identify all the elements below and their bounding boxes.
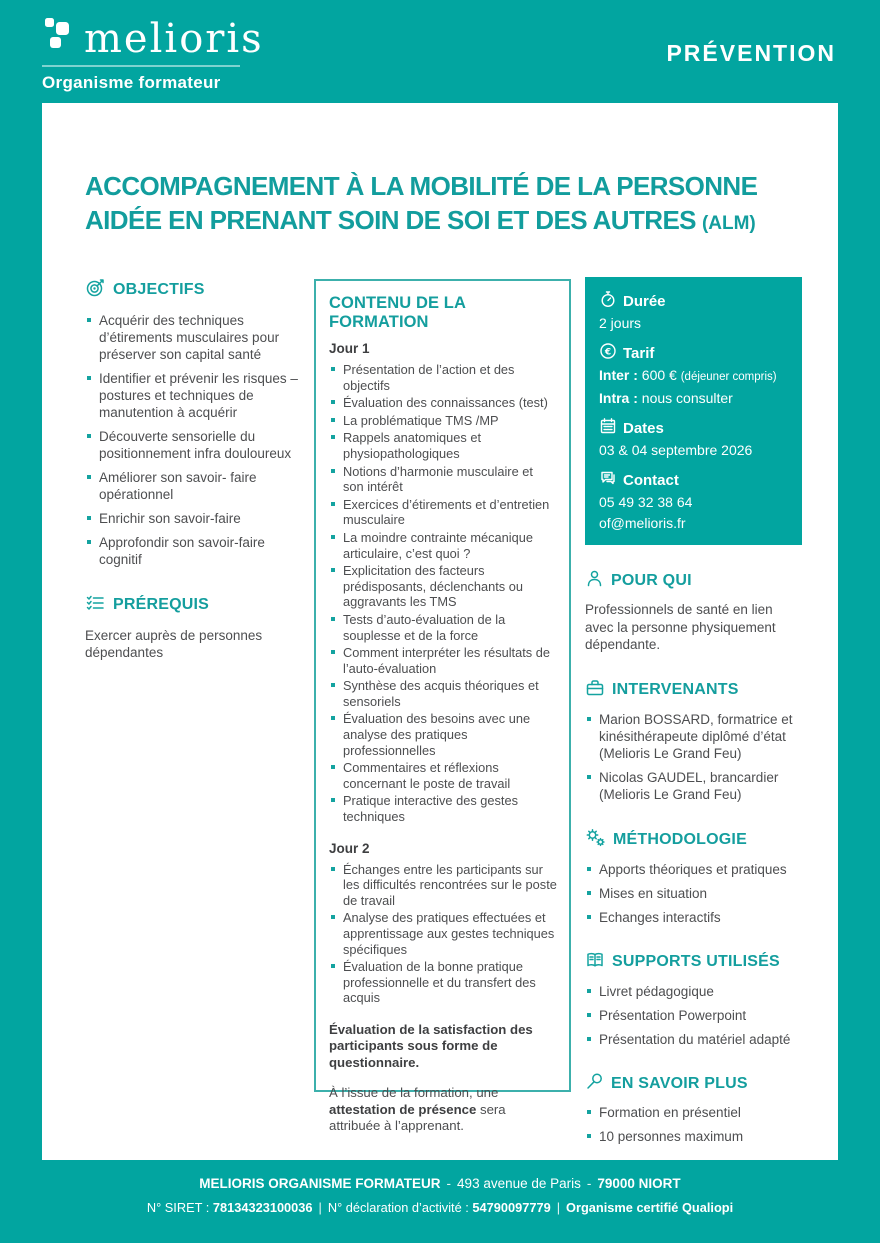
bullet-icon bbox=[331, 400, 335, 404]
contact-label: Contact bbox=[623, 471, 679, 489]
duree-label: Durée bbox=[623, 292, 666, 310]
methodologie-title: MÉTHODOLOGIE bbox=[613, 830, 747, 848]
list-item: Apports théoriques et pratiques bbox=[585, 861, 802, 878]
footer-org-name: MELIORIS ORGANISME FORMATEUR bbox=[199, 1176, 441, 1191]
chat-icon bbox=[599, 469, 617, 491]
intervenants-section bbox=[585, 678, 802, 803]
supports-title: SUPPORTS UTILISÉS bbox=[612, 953, 780, 970]
list-item: Echanges interactifs bbox=[585, 909, 802, 926]
bullet-icon bbox=[331, 568, 335, 572]
bullet-icon bbox=[87, 434, 91, 438]
bullet-icon bbox=[87, 540, 91, 544]
contenu-title: CONTENU DE LA FORMATION bbox=[329, 294, 466, 331]
list-item: Pratique interactive des gestes techniques bbox=[329, 793, 557, 824]
footer-pipe1: | bbox=[318, 1200, 322, 1215]
attestation-note-post: sera attribuée à l’apprenant. bbox=[329, 1101, 506, 1134]
bullet-icon bbox=[587, 1037, 591, 1041]
left-column bbox=[85, 277, 307, 661]
footer-declaration-label: N° déclaration d’activité : bbox=[327, 1200, 469, 1215]
intervenants-title: INTERVENANTS bbox=[612, 681, 739, 698]
tarif-inter bbox=[599, 366, 788, 387]
pour-qui-section bbox=[585, 569, 802, 654]
pour-qui-text: Professionnels de santé en lien avec la personne physiquement dépendante. bbox=[585, 602, 776, 652]
list-item: Enrichir son savoir-faire bbox=[85, 510, 307, 527]
page-title-line2: AIDÉE EN PRENANT SOIN DE SOI ET DES AUTRES bbox=[85, 204, 696, 235]
bullet-icon bbox=[587, 717, 591, 721]
stopwatch-icon bbox=[599, 290, 617, 312]
bullet-icon bbox=[587, 915, 591, 919]
list-item: Comment interpréter les résultats de l’auto-évaluation bbox=[329, 645, 557, 676]
page-title-suffix: (ALM) bbox=[701, 212, 756, 234]
bullet-icon bbox=[331, 716, 335, 720]
bullet-icon bbox=[331, 964, 335, 968]
list-item: Mises en situation bbox=[585, 885, 802, 902]
footer-sep1: - bbox=[446, 1176, 452, 1191]
checklist-icon bbox=[85, 592, 106, 618]
list-item: Évaluation des besoins avec une analyse des pratiques professionnelles bbox=[329, 711, 557, 758]
prerequis-text: Exercer auprès de personnes dépendantes bbox=[85, 628, 263, 660]
methodologie-header bbox=[585, 827, 802, 853]
right-column bbox=[585, 277, 802, 1152]
duree-value: 2 jours bbox=[599, 315, 642, 331]
list-item: 10 personnes maximum bbox=[585, 1128, 802, 1145]
dates-value: 03 & 04 septembre 2026 bbox=[599, 442, 753, 458]
list-item: Analyse des pratiques effectuées et apprentissage aux gestes techniques spécifiques bbox=[329, 910, 557, 957]
contenu-box bbox=[314, 279, 571, 1134]
tarif-inter-label: Inter : bbox=[599, 367, 638, 383]
bullet-icon bbox=[87, 376, 91, 380]
pour-qui-header bbox=[585, 569, 802, 593]
bullet-icon bbox=[331, 418, 335, 422]
person-icon bbox=[585, 569, 604, 593]
bullet-icon bbox=[87, 475, 91, 479]
objectifs-title: OBJECTIFS bbox=[113, 281, 205, 298]
list-item: Échanges entre les participants sur les difficultés rencontrées sur le poste de travail bbox=[329, 862, 557, 909]
bullet-icon bbox=[331, 469, 335, 473]
duree-row bbox=[599, 290, 788, 333]
list-item: Livret pédagogique bbox=[585, 983, 802, 1000]
footer-sep2: - bbox=[586, 1176, 592, 1191]
dates-row bbox=[599, 417, 788, 460]
logo bbox=[42, 14, 264, 93]
info-box bbox=[585, 277, 802, 545]
intervenants-list bbox=[585, 711, 802, 803]
target-icon bbox=[85, 277, 106, 303]
jour2-list bbox=[329, 862, 557, 1006]
magnifier-icon bbox=[585, 1072, 604, 1096]
list-item: Présentation de l’action et des objectifs bbox=[329, 362, 557, 393]
pour-qui-title: POUR QUI bbox=[611, 572, 692, 589]
tarif-inter-note: (déjeuner compris) bbox=[680, 371, 777, 383]
bullet-icon bbox=[331, 617, 335, 621]
bullet-icon bbox=[331, 535, 335, 539]
list-item: Tests d’auto-évaluation de la souplesse et de la force bbox=[329, 612, 557, 643]
header-band bbox=[0, 0, 880, 103]
bullet-icon bbox=[331, 683, 335, 687]
prerequis-title: PRÉREQUIS bbox=[113, 596, 210, 613]
list-item: Identifier et prévenir les risques – postures et techniques de manutention à acquérir bbox=[85, 370, 307, 421]
open-book-icon bbox=[585, 950, 605, 975]
jour1-list bbox=[329, 362, 557, 825]
list-item: Présentation du matériel adapté bbox=[585, 1031, 802, 1048]
supports-header bbox=[585, 950, 802, 975]
logo-wordmark: melioris bbox=[84, 16, 264, 62]
contact-email[interactable]: of@melioris.fr bbox=[599, 515, 686, 531]
bullet-icon bbox=[331, 798, 335, 802]
list-item: Acquérir des techniques d’étirements musculaires pour préserver son capital santé bbox=[85, 312, 307, 363]
attestation-note bbox=[329, 1085, 557, 1135]
footer-address-line bbox=[0, 1176, 880, 1191]
bullet-icon bbox=[87, 516, 91, 520]
footer-street: 493 avenue de Paris bbox=[457, 1176, 581, 1191]
list-item: La moindre contrainte mécanique articulaire, c’est quoi ? bbox=[329, 530, 557, 561]
tarif-inter-value: 600 € bbox=[637, 367, 681, 383]
footer-city: 79000 NIORT bbox=[597, 1176, 681, 1191]
bullet-icon bbox=[331, 367, 335, 371]
savoir-plus-header bbox=[585, 1072, 802, 1096]
savoir-plus-title: EN SAVOIR PLUS bbox=[611, 1074, 748, 1092]
list-item: Rappels anatomiques et physiopathologiques bbox=[329, 430, 557, 461]
footer bbox=[0, 1160, 880, 1243]
bullet-icon bbox=[331, 502, 335, 506]
bullet-icon bbox=[331, 867, 335, 871]
category-label: PRÉVENTION bbox=[666, 40, 836, 66]
bullet-icon bbox=[87, 318, 91, 322]
list-item: Exercices d’étirements et d’entretien musculaire bbox=[329, 497, 557, 528]
page-title-line1: ACCOMPAGNEMENT À LA MOBILITÉ DE LA PERSONNE bbox=[85, 171, 758, 201]
tarif-row bbox=[599, 342, 788, 408]
bullet-icon bbox=[331, 435, 335, 439]
list-item: Commentaires et réflexions concernant le poste de travail bbox=[329, 760, 557, 791]
list-item: Améliorer son savoir- faire opérationnel bbox=[85, 469, 307, 503]
attestation-note-pre: À l’issue de la formation, une bbox=[329, 1085, 499, 1101]
footer-siret-value: 78134323100036 bbox=[212, 1200, 313, 1215]
footer-siret-label: N° SIRET : bbox=[146, 1200, 210, 1215]
tarif-intra-value: nous consulter bbox=[637, 390, 733, 406]
footer-qualiopi: Organisme certifié Qualiopi bbox=[566, 1200, 734, 1215]
euro-icon bbox=[599, 342, 617, 364]
svg-text:€: € bbox=[604, 347, 612, 358]
tarif-label: Tarif bbox=[623, 344, 655, 362]
tarif-intra bbox=[599, 389, 788, 408]
methodologie-section bbox=[585, 827, 802, 926]
objectifs-list bbox=[85, 312, 307, 568]
list-item: Synthèse des acquis théoriques et sensoriels bbox=[329, 678, 557, 709]
logo-rule bbox=[42, 65, 240, 67]
list-item: La problématique TMS /MP bbox=[329, 413, 557, 429]
bullet-icon bbox=[331, 915, 335, 919]
bullet-icon bbox=[587, 1013, 591, 1017]
dates-label: Dates bbox=[623, 419, 664, 437]
prerequis-header bbox=[85, 592, 307, 618]
page-title bbox=[85, 170, 815, 238]
list-item: Découverte sensorielle du positionnement infra douloureux bbox=[85, 428, 307, 462]
list-item: Formation en présentiel bbox=[585, 1104, 802, 1121]
attestation-note-bold: attestation de présence bbox=[329, 1101, 477, 1117]
list-item: Explicitation des facteurs prédisposants, déclenchants ou aggravants les TMS bbox=[329, 563, 557, 610]
bullet-icon bbox=[331, 765, 335, 769]
list-item: Approfondir son savoir-faire cognitif bbox=[85, 534, 307, 568]
calendar-icon bbox=[599, 417, 617, 439]
bullet-icon bbox=[587, 1110, 591, 1114]
list-item: Évaluation des connaissances (test) bbox=[329, 395, 557, 411]
bullet-icon bbox=[587, 867, 591, 871]
list-item: Notions d’harmonie musculaire et son intérêt bbox=[329, 464, 557, 495]
briefcase-icon bbox=[585, 678, 605, 703]
gears-icon bbox=[585, 827, 606, 853]
footer-legal-line bbox=[0, 1200, 880, 1215]
contact-row bbox=[599, 469, 788, 533]
list-item: Évaluation de la bonne pratique professionnelle et du transfert des acquis bbox=[329, 959, 557, 1006]
footer-declaration-value: 54790097779 bbox=[472, 1200, 551, 1215]
bullet-icon bbox=[587, 775, 591, 779]
bullet-icon bbox=[587, 891, 591, 895]
tarif-intra-label: Intra : bbox=[599, 390, 638, 406]
methodologie-list bbox=[585, 861, 802, 926]
list-item: Nicolas GAUDEL, brancardier (Melioris Le Grand Feu) bbox=[585, 769, 802, 803]
list-item: Marion BOSSARD, formatrice et kinésithérapeute diplômé d’état (Melioris Le Grand Feu) bbox=[585, 711, 802, 762]
jour1-label: Jour 1 bbox=[329, 341, 370, 356]
bullet-icon bbox=[331, 650, 335, 654]
savoir-plus-section bbox=[585, 1072, 802, 1145]
melioris-logo-icon bbox=[42, 14, 76, 59]
intervenants-header bbox=[585, 678, 802, 703]
list-item: Présentation Powerpoint bbox=[585, 1007, 802, 1024]
supports-list bbox=[585, 983, 802, 1048]
satisfaction-note: Évaluation de la satisfaction des participants sous forme de questionnaire. bbox=[329, 1021, 533, 1070]
footer-pipe2: | bbox=[556, 1200, 561, 1215]
jour2-label: Jour 2 bbox=[329, 840, 370, 856]
savoir-plus-list bbox=[585, 1104, 802, 1145]
contact-phone: 05 49 32 38 64 bbox=[599, 494, 693, 510]
bullet-icon bbox=[587, 989, 591, 993]
logo-subtitle: Organisme formateur bbox=[42, 73, 221, 92]
objectifs-header bbox=[85, 277, 307, 303]
supports-section bbox=[585, 950, 802, 1048]
bullet-icon bbox=[587, 1134, 591, 1138]
